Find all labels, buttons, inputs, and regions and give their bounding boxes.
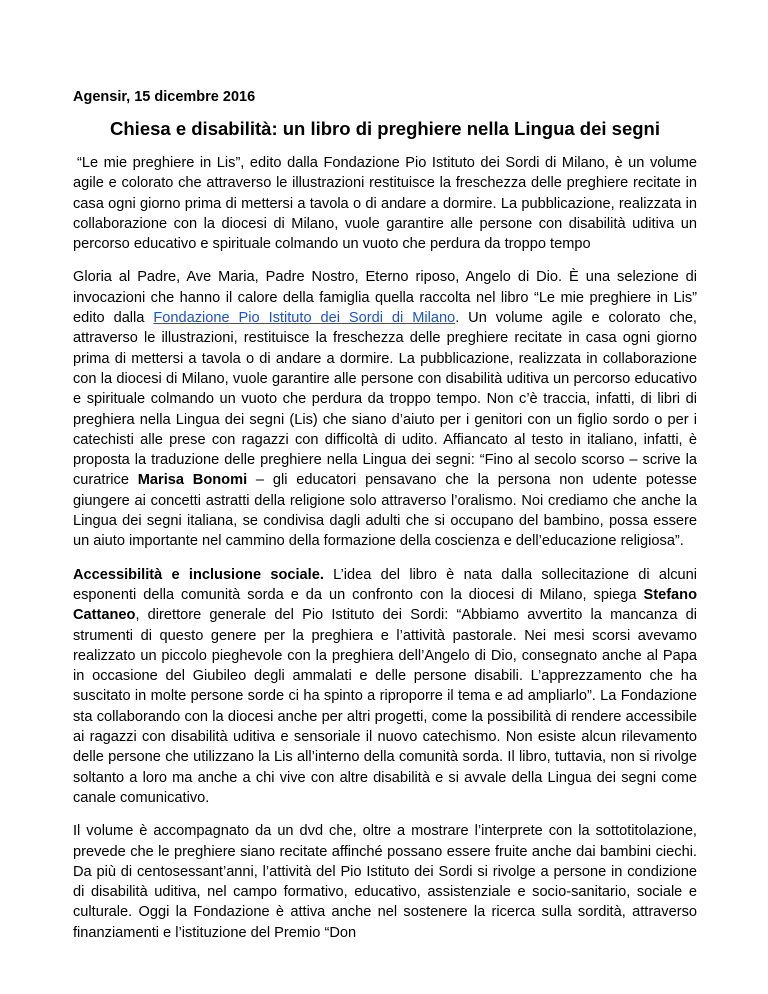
paragraph-2	[73, 565, 697, 809]
paragraph-2-text-b: , direttore generale del Pio Istituto dei Sordi: “Abbiamo avvertito la mancanza di strumenti di questo genere per la preghiera e l’attività pastorale. Nei mesi scorsi avevamo realizzato un piccolo pieghevole con la preghiera dell’Angelo di Dio, consegnato anche al Papa in occasione del Giubileo degli ammalati e delle persone disabili. L’apprezzamento che ha suscitato in molte persone sorde ci ha spinto a riproporre il tema e ad ampliarlo”. La Fondazione sta collaborando con la diocesi anche per altri progetti, come la possibilità di rendere accessibile ai ragazzi con disabilità uditiva e sensoriale il nuovo catechismo. Non esiste alcun rilevamento delle persone che utilizzano la Lis all’interno della comunità sorda. Il libro, tuttavia, non si rivolge soltanto a loro ma anche a chi vive con altre disabilità e si avvale della Lingua dei segni come canale comunicativo.	[73, 607, 697, 806]
paragraph-1-text-c: – gli educatori pensavano che la persona non udente potesse giungere ai concetti astratti della religione solo attraverso l’oralismo. Noi crediamo che anche la Lingua dei segni italiana, se condivisa dagli adulti che si occupano del bambino, possa essere un aiuto importante nel cammino della formazione della coscienza e dell’educazione religiosa”.	[73, 472, 698, 550]
article-title: Chiesa e disabilità: un libro di preghiere nella Lingua dei segni	[110, 118, 660, 139]
lead-paragraph: “Le mie preghiere in Lis”, edito dalla Fondazione Pio Istituto dei Sordi di Milano, è un volume agile e colorato che attraverso le illustrazioni restituisce la freschezza delle preghiere recitate in casa ogni giorno prima di mettersi a tavola o di andare a dormire. La pubblicazione, realizzata in collaborazione con la diocesi di Milano, vuole garantire alle persone con disabilità uditiva un percorso educativo e spirituale colmando un vuoto che perdura da troppo tempo	[73, 155, 697, 253]
director-name: Stefano Cattaneo	[73, 586, 697, 624]
foundation-link[interactable]: Fondazione Pio Istituto dei Sordi di Milano	[153, 310, 456, 327]
paragraph-1	[73, 267, 697, 551]
paragraph-2-text-a: L’idea del libro è nata dalla sollecitazione di alcuni esponenti della comunità sorda e da un confronto con la diocesi di Milano, spiega	[73, 566, 697, 603]
paragraph-1-text-a: Gloria al Padre, Ave Maria, Padre Nostro, Eterno riposo, Angelo di Dio. È una selezione di invocazioni che hanno il calore della famiglia quella raccolta nel libro “Le mie preghiere in Lis” edito dalla	[73, 269, 697, 327]
dateline: Agensir, 15 dicembre 2016	[73, 89, 256, 105]
paragraph-3: Il volume è accompagnato da un dvd che, oltre a mostrare l’interprete con la sottotitolazione, prevede che le preghiere siano recitate affinché possano essere fruite anche dai bambini ciechi. Da più di centosessant’anni, l’attività del Pio Istituto dei Sordi si rivolge a persone in condizione di disabilità uditiva, nel campo formativo, educativo, assistenziale e socio-sanitario, sociale e culturale. Oggi la Fondazione è attiva anche nel sostenere la ricerca sulla sordità, attraverso finanziamenti e l’istituzione del Premio “Don	[73, 823, 697, 941]
paragraph-1-text-b: . Un volume agile e colorato che, attraverso le illustrazioni, restituisce la freschezza delle preghiere recitate in casa ogni giorno prima di mettersi a tavola o di andare a dormire. La pubblicazione, realizzata in collaborazione con la diocesi di Milano, vuole garantire alle persone con disabilità uditiva un percorso educativo e spirituale colmando un vuoto che perdura da troppo tempo. Non c’è traccia, infatti, di libri di preghiera nella Lingua dei segni (Lis) che siano d’aiuto per i genitori con un figlio sordo o per i catechisti alle prese con ragazzi con difficoltà di udito. Affiancato al testo in italiano, infatti, è proposta la traduzione delle preghiere nella Lingua dei segni: “Fino al secolo scorso – scrive la curatrice	[73, 310, 697, 489]
curator-name: Marisa Bonomi	[137, 472, 248, 489]
section-heading-accessibility: Accessibilità e inclusione sociale.	[73, 566, 324, 583]
article-body	[73, 153, 697, 956]
